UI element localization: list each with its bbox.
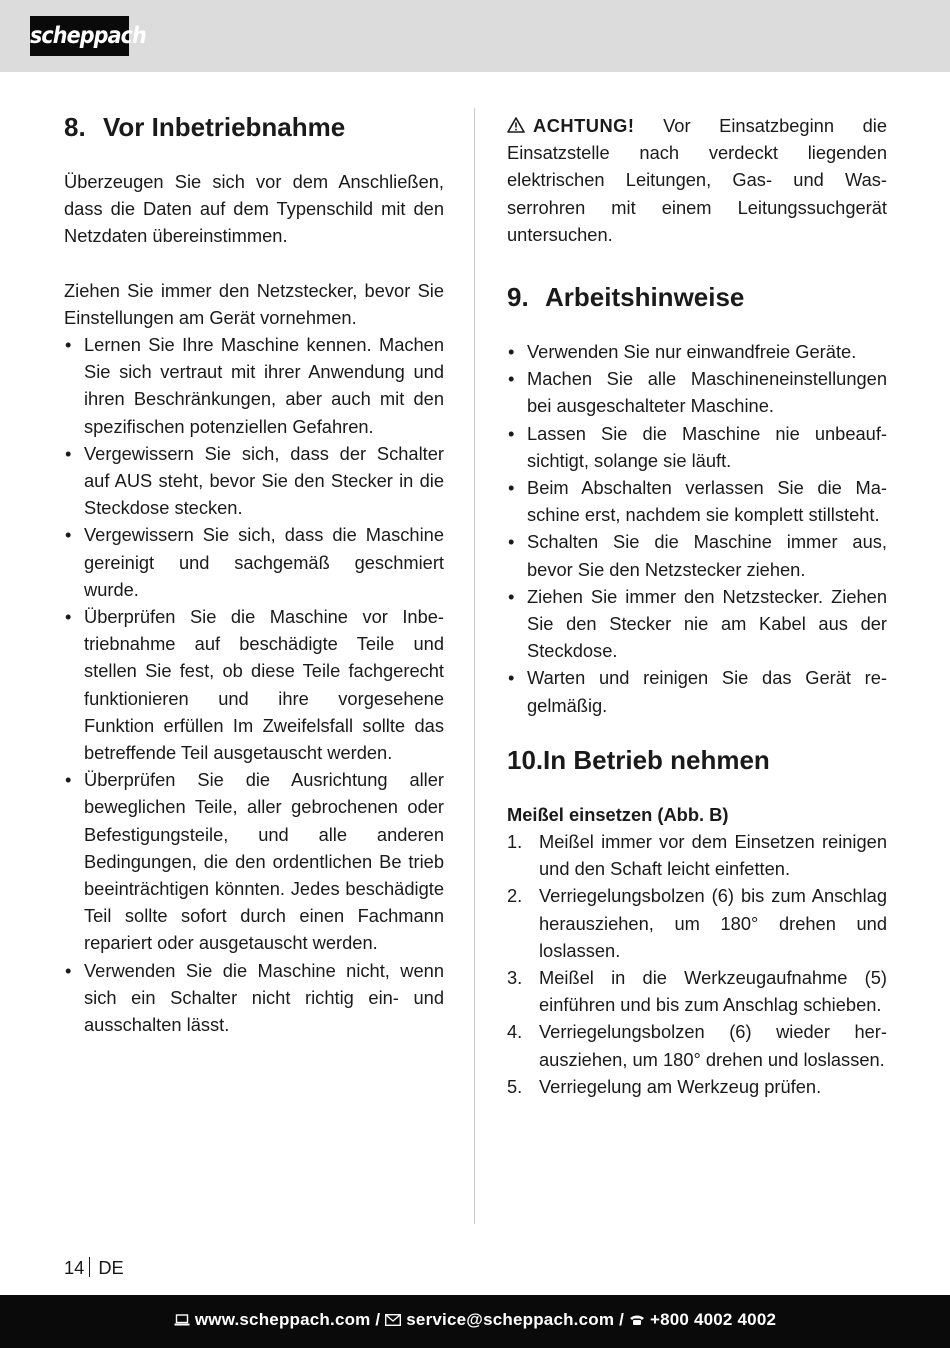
warning-label: ACHTUNG! [533, 115, 635, 136]
page-number-value: 14 [64, 1257, 85, 1278]
right-column [507, 112, 887, 1100]
paragraph: Ziehen Sie immer den Netzstecker, bevor Sie Einstellungen am Gerät vornehmen. [64, 279, 444, 328]
step-text: Meißel immer vor dem Einsetzen reinigen und den Schaft leicht einfetten. [539, 831, 887, 880]
left-column [64, 112, 444, 1038]
footer-email[interactable]: service@scheppach.com [406, 1310, 615, 1329]
step-number: 4. [507, 1021, 523, 1043]
step-number: 5. [507, 1075, 523, 1097]
section-title: In Betrieb nehmen [543, 744, 770, 775]
column-divider [474, 108, 475, 1224]
section-9-heading [507, 282, 887, 312]
list-item: • Vergewissern Sie sich, dass die Maschine gereinigt und sachgemäß geschmiert wurde. [64, 521, 444, 603]
page-number [64, 1256, 124, 1280]
section-title: Arbeitshinweise [545, 282, 745, 313]
step-text: Verriegelung am Werkzeug prüfen. [539, 1075, 822, 1097]
list-item: • Machen Sie alle Maschineneinstellungen bei ausgeschalteter Maschine. [507, 365, 887, 419]
list-item [507, 1018, 887, 1072]
step-text: Verriegelungsbolzen (6) bis zum Anschlag herausziehen, um 180° drehen und loslassen. [539, 885, 887, 961]
section-number: 8. [64, 112, 86, 142]
bullet-list [507, 338, 887, 719]
list-item: • Lassen Sie die Maschine nie unbeaufsichtigt, solange sie läuft. [507, 420, 887, 474]
list-item: • Beim Abschalten verlassen Sie die Maschine erst, nachdem sie komplett stillsteht. [507, 474, 887, 528]
list-item: • Warten und reinigen Sie das Gerät regelmäßig. [507, 664, 887, 718]
bullet-list [64, 331, 444, 1038]
list-item: • Lernen Sie Ihre Maschine kennen. Machen Sie sich vertraut mit ihrer Anwendung und ihren Beschränkungen, aber auch mit den spezifischen potenziellen Gefahren. [64, 331, 444, 440]
brand-logo: scheppach [30, 16, 129, 56]
list-item [507, 1073, 887, 1100]
footer-separator: / [370, 1310, 386, 1329]
footer-phone[interactable]: +800 4002 4002 [649, 1310, 777, 1329]
section-number: 10. [507, 744, 544, 775]
list-item [507, 882, 887, 964]
subheading: Meißel einsetzen (Abb. B) [507, 803, 729, 825]
footer-separator: / [614, 1310, 629, 1329]
step-number: 2. [507, 885, 523, 907]
footer-bar [0, 1295, 950, 1348]
list-item: • Überprüfen Sie die Ausrichtung aller beweglichen Teile, aller gebrochenen oder Befestigungsteile, und alle anderen Bedingungen, die den ordentlichen Be trieb beeinträchtigen könnten. Jedes beschädigte Teil sollte sofort durch einen Fachmann repariert oder ausgetauscht werden. [64, 766, 444, 956]
list-item [507, 964, 887, 1018]
section-10-heading [507, 745, 887, 775]
mail-icon [385, 1314, 401, 1326]
warning-icon [507, 117, 525, 133]
warning-paragraph [507, 112, 887, 248]
list-item: • Überprüfen Sie die Maschine vor Inbetriebnahme auf beschädigte Teile und stellen Sie fest, ob diese Teile fachgerecht funktionieren und ihre vorgesehene Funktion erfüllen Im Zweifelsfall sollte das betreffende Teil ausgetauscht werden. [64, 603, 444, 766]
phone-icon [629, 1314, 645, 1326]
paragraph: Überzeugen Sie sich vor dem Anschließen, dass die Daten auf dem Typenschild mit den Netzdaten übereinstimmen. [64, 171, 444, 247]
list-item: • Verwenden Sie die Maschine nicht, wenn sich ein Schalter nicht richtig ein- und ausschalten lässt. [64, 957, 444, 1039]
step-text: Verriegelungsbolzen (6) wieder herausziehen, um 180° drehen und loslassen. [539, 1021, 887, 1070]
list-item: • Vergewissern Sie sich, dass der Schalter auf AUS steht, bevor Sie den Stecker in die Steckdose stecken. [64, 440, 444, 522]
page-separator [89, 1257, 90, 1277]
laptop-icon [174, 1314, 190, 1326]
page-language: DE [98, 1257, 124, 1278]
list-item: • Ziehen Sie immer den Netzstecker. Ziehen Sie den Stecker nie am Kabel aus der Steckdose. [507, 583, 887, 665]
footer-website[interactable]: www.scheppach.com [194, 1310, 371, 1329]
list-item: • Schalten Sie die Maschine immer aus, bevor Sie den Netzstecker ziehen. [507, 528, 887, 582]
step-text: Meißel in die Werkzeugaufnahme (5) einführen und bis zum Anschlag schieben. [539, 967, 887, 1016]
section-number: 9. [507, 282, 529, 313]
numbered-list [507, 828, 887, 1100]
section-8-heading [64, 112, 444, 142]
warning-text: Vor Einsatzbeginn die Einsatzstelle nach verdeckt liegenden elektrischen Leitungen, Gas- und Wasserrohren mit einem Leitungssuchgerät untersuchen. [507, 115, 887, 245]
list-item [507, 828, 887, 882]
section-title: Vor Inbetriebnahme [103, 112, 346, 142]
top-bar [0, 0, 950, 72]
step-number: 1. [507, 831, 523, 853]
step-number: 3. [507, 967, 523, 989]
list-item: • Verwenden Sie nur einwandfreie Geräte. [507, 338, 887, 365]
